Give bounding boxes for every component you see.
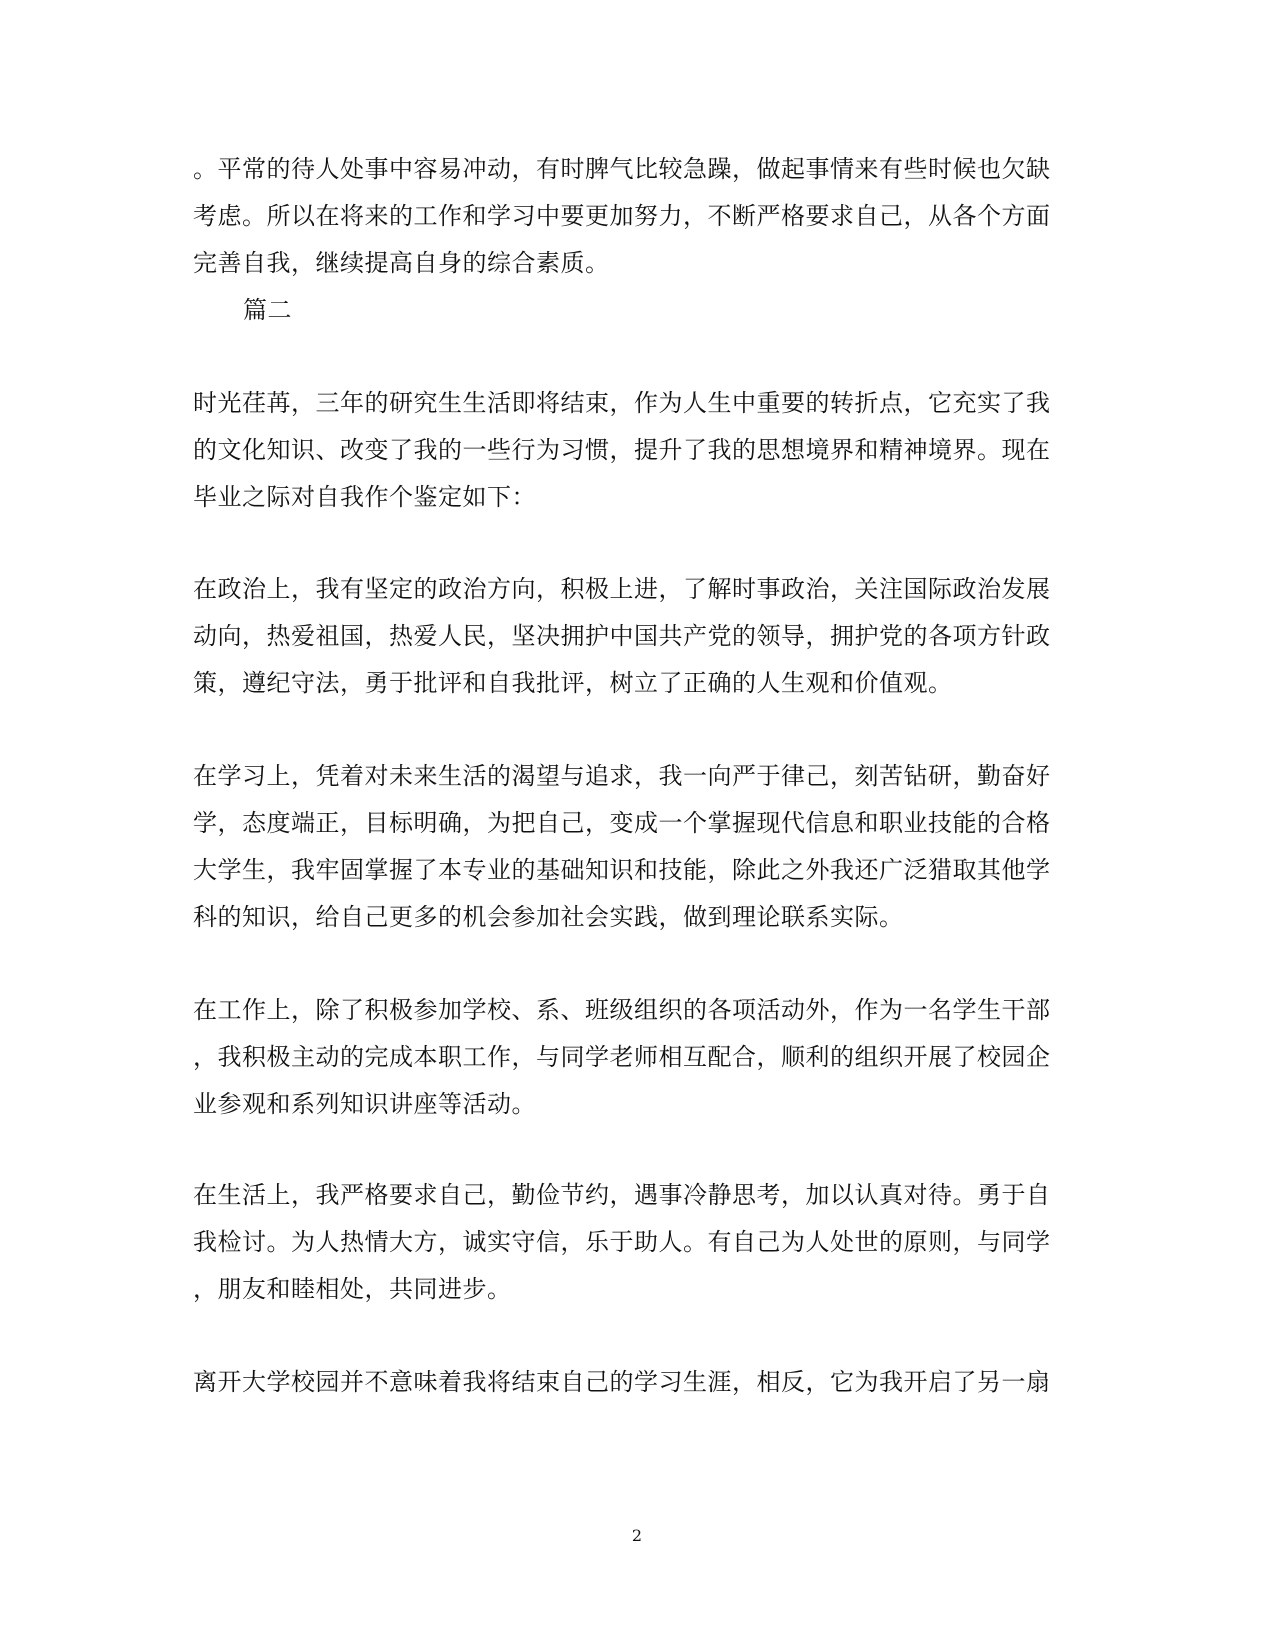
text-line: 大学生，我牢固掌握了本专业的基础知识和技能，除此之外我还广泛猎取其他学 [193,856,1051,884]
text-line: 动向，热爱祖国，热爱人民，坚决拥护中国共产党的领导，拥护党的各项方针政 [193,622,1051,650]
text-line: 考虑。所以在将来的工作和学习中要更加努力，不断严格要求自己，从各个方面 [193,202,1051,230]
page-number: 2 [631,1526,643,1545]
text-line: 离开大学校园并不意味着我将结束自己的学习生涯，相反，它为我开启了另一扇 [193,1368,1051,1396]
text-line: 科的知识，给自己更多的机会参加社会实践，做到理论联系实际。 [193,903,904,931]
text-line: 完善自我，继续提高自身的综合素质。 [193,249,610,277]
text-line: 在生活上，我严格要求自己，勤俭节约，遇事冷静思考，加以认真对待。勇于自 [193,1181,1051,1209]
section-heading: 篇二 [243,296,292,324]
text-line: ，我积极主动的完成本职工作，与同学老师相互配合，顺利的组织开展了校园企 [193,1043,1051,1071]
text-line: 在政治上，我有坚定的政治方向，积极上进，了解时事政治，关注国际政治发展 [193,575,1051,603]
text-line: 。平常的待人处事中容易冲动，有时脾气比较急躁，做起事情来有些时候也欠缺 [193,155,1051,183]
text-line: 在工作上，除了积极参加学校、系、班级组织的各项活动外，作为一名学生干部 [193,996,1051,1024]
text-line: 业参观和系列知识讲座等活动。 [193,1090,536,1118]
text-line: 在学习上，凭着对未来生活的渴望与追求，我一向严于律己，刻苦钻研，勤奋好 [193,762,1051,790]
text-line: 的文化知识、改变了我的一些行为习惯，提升了我的思想境界和精神境界。现在 [193,436,1051,464]
text-line: 时光荏苒，三年的研究生生活即将结束，作为人生中重要的转折点，它充实了我 [193,389,1051,417]
text-line: 策，遵纪守法，勇于批评和自我批评，树立了正确的人生观和价值观。 [193,669,953,697]
text-line: ，朋友和睦相处，共同进步。 [193,1275,512,1303]
text-line: 我检讨。为人热情大方，诚实守信，乐于助人。有自己为人处世的原则，与同学 [193,1228,1051,1256]
text-line: 毕业之际对自我作个鉴定如下： [193,483,536,511]
text-line: 学，态度端正，目标明确，为把自己，变成一个掌握现代信息和职业技能的合格 [193,809,1051,837]
